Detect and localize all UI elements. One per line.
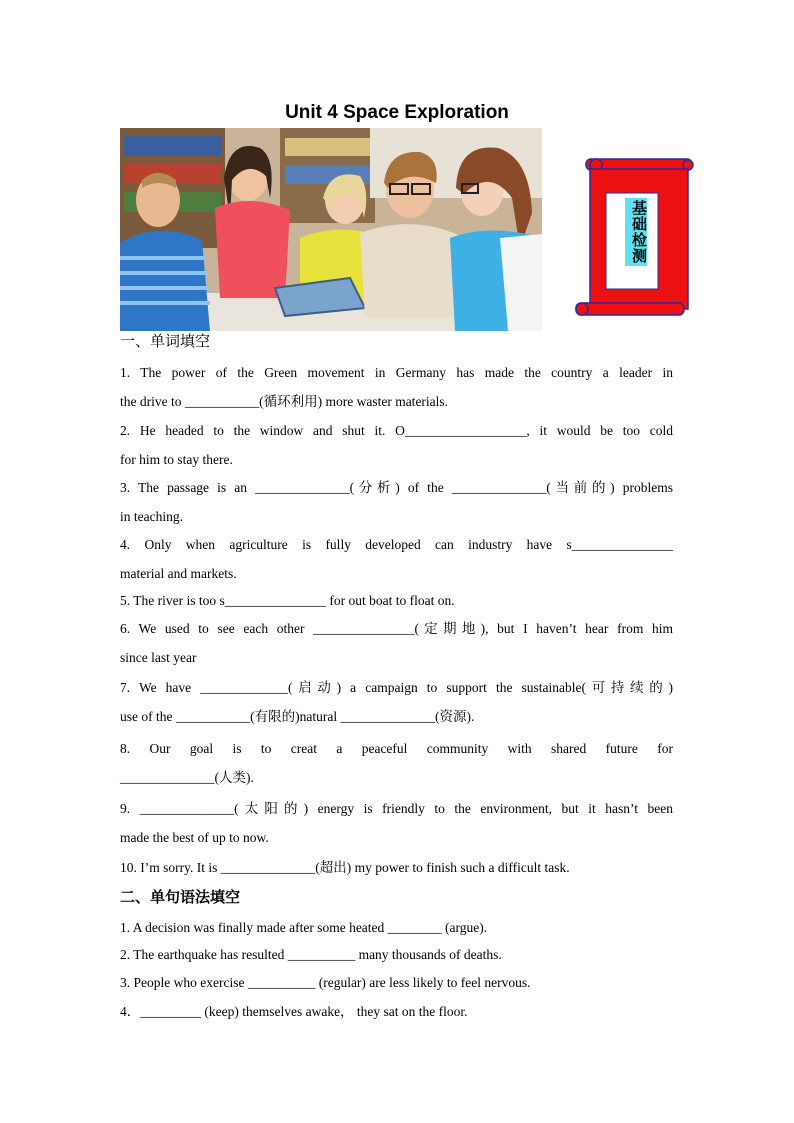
question-5: 5. The river is too s_______________ for out boat to float on.: [120, 593, 455, 608]
question-6: 6. We used to see each other _______________(定期地), but I haven’t hear from him since last year: [120, 621, 673, 665]
question-10: 10. I’m sorry. It is ______________(超出) my power to finish such a difficult task.: [120, 860, 570, 875]
question-2: 2. He headed to the window and shut it. O__________________, it would be too cold for him to stay there.: [120, 423, 673, 467]
grammar-question-3: 3. People who exercise __________ (regular) are less likely to feel nervous.: [120, 975, 531, 990]
stamp-label: 基础检测: [625, 198, 647, 266]
section2-heading: 二、单句语法填空: [120, 888, 241, 906]
students-photo: [120, 128, 542, 331]
grammar-question-1: 1. A decision was finally made after some heated ________ (argue).: [120, 920, 488, 935]
question-1: 1. The power of the Green movement in Germany has made the country a leader in the drive to ___________(循环利用) more waster materials.: [120, 365, 673, 409]
grammar-question-2: 2. The earthquake has resulted __________ many thousands of deaths.: [120, 947, 502, 962]
grammar-question-4: 4．_________ (keep) themselves awake， they sat on the floor.: [120, 1004, 468, 1019]
question-8: 8. Our goal is to creat a peaceful community with shared future for ______________(人类).: [120, 741, 673, 785]
question-9: 9. ______________(太阳的) energy is friendly to the environment, but it hasn’t been made the best of up to now.: [120, 801, 673, 845]
question-7: 7. We have _____________(启动) a campaign to support the sustainable(可持续的) use of the ___________(有限的)natural ______________(资源).: [120, 680, 673, 724]
question-4: 4. Only when agriculture is fully developed can industry have s_______________ material and markets.: [120, 537, 673, 581]
section1-heading: 一、单词填空: [120, 332, 211, 350]
page-title: Unit 4 Space Exploration: [285, 102, 509, 123]
question-3: 3. The passage is an ______________(分析) of the ______________(当前的) problems in teaching.: [120, 480, 673, 524]
